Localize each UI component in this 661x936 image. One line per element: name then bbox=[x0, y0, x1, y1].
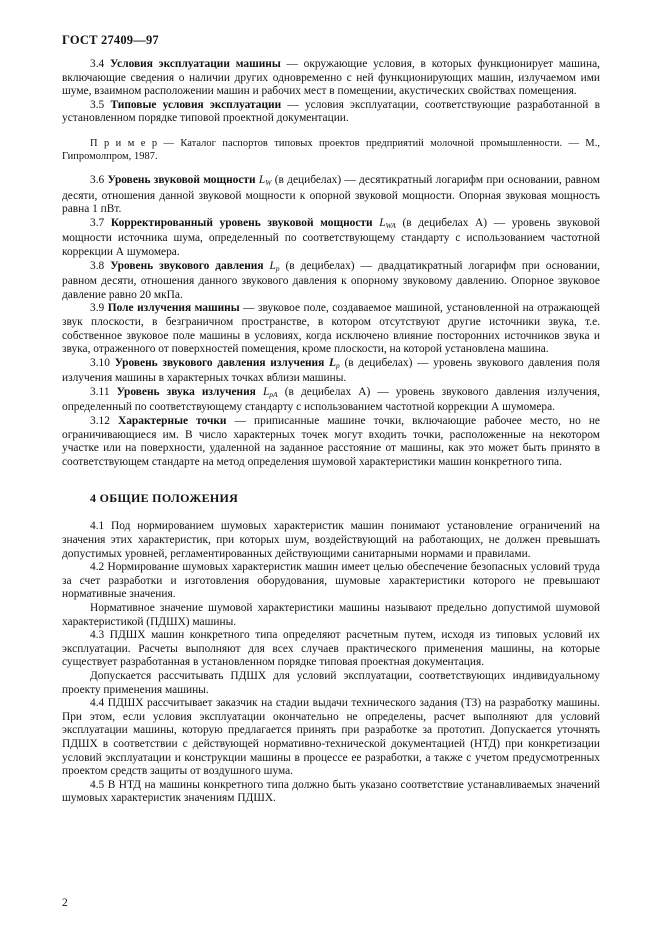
clause-number: 3.5 bbox=[90, 98, 105, 111]
clause-4-4: 4.4 ПДШХ рассчитывает заказчик на стадии выдачи технического задания (ТЗ) на разработку машины. При этом, если условия эксплуатации окончательно не определены, расчет выполняют для условий эксплуатации машины, которую предлагается принять при разработке за прототип. Допускается уточнять ПДШХ в соответствии с действующей нормативно-технической документацией (НТД) при конкретизации условий эксплуатации и конструкции машины в процессе ее разработки, а также с учетом предусмотренных проектом средств защиты от воздушного шума. bbox=[62, 697, 600, 778]
term: Характерные точки bbox=[118, 415, 227, 428]
term: Корректированный уровень звуковой мощности bbox=[110, 216, 373, 229]
clause-number: 3.8 bbox=[90, 259, 105, 272]
clause-4-2-continued: Нормативное значение шумовой характеристики машины называют предельно допустимой шумовой характеристикой (ПДШХ) машины. bbox=[62, 602, 600, 628]
clause-3-9 bbox=[62, 302, 600, 356]
symbol: L bbox=[329, 356, 337, 369]
definition: — условия эксплуатации, соответствующие разработанной в установленном порядке типовой проектной документации. bbox=[62, 98, 600, 125]
section-heading: 4 ОБЩИЕ ПОЛОЖЕНИЯ bbox=[90, 491, 239, 506]
clause-3-8 bbox=[62, 260, 600, 303]
symbol: L bbox=[269, 259, 276, 272]
clause-3-6 bbox=[62, 174, 600, 217]
clause-3-11 bbox=[62, 386, 600, 415]
symbol: L bbox=[258, 173, 266, 186]
definition: (в децибелах А) — уровень звукового давления излучения, определенный по соответствующему стандарту с использованием частотной коррекции А шумомера. bbox=[62, 385, 600, 414]
symbol-subscript: pA bbox=[269, 389, 278, 399]
clause-4-1: 4.1 Под нормированием шумовых характеристик машин понимают установление ограничений на значения этих характеристик, при которых шум, воздействующий на работающих, не должен превышать допустимых уровней, регламентированных действующими санитарными нормами и правилами. bbox=[62, 520, 600, 560]
clause-3-10 bbox=[62, 357, 600, 386]
term: Уровень звукового давления излучения bbox=[114, 356, 325, 369]
clause-3-4 bbox=[62, 58, 600, 99]
clause-4-3-continued: Допускается рассчитывать ПДШХ для условий эксплуатации, соответствующих индивидуальному проекту применения машины. bbox=[62, 669, 600, 696]
clause-4-5: 4.5 В НТД на машины конкретного типа должно быть указано соответствие устанавливаемых значений шумовых характеристик значениям ПДШХ. bbox=[62, 778, 600, 805]
example-note: П р и м е р — Каталог паспортов типовых проектов предприятий молочной промышленности. — М., Гипромолпром, 1987. bbox=[62, 137, 600, 162]
symbol-subscript: W bbox=[265, 177, 272, 187]
definition: (в децибелах А) — уровень звуковой мощности источника шума, определенный по соответствующему стандарту с использованием частотной коррекции А шумомера. bbox=[62, 216, 600, 258]
symbol: L bbox=[262, 385, 270, 398]
page-number: 2 bbox=[62, 897, 68, 909]
document-header: ГОСТ 27409—97 bbox=[62, 33, 159, 47]
term: Поле излучения машины bbox=[107, 302, 240, 315]
symbol: L bbox=[379, 216, 386, 229]
definition: — окружающие условия, в которых функционирует машина, включающие сведения о наличии других одновременно с ней функционирующих машин, излучаемом ими шуме, взаимном расположении машин и рабочих мест в помещении, акустических свойствах помещения. bbox=[62, 58, 600, 98]
document-body bbox=[62, 58, 600, 806]
clause-number: 3.11 bbox=[90, 385, 110, 398]
term: Условия эксплуатации машины bbox=[110, 58, 281, 70]
clause-number: 3.10 bbox=[90, 356, 110, 369]
definition: (в децибелах) — двадцатикратный логарифм при основании, равном десяти, отношения данного звукового давления к опорному звуковому давлению. Опорное звуковое давление равно 20 мкПа. bbox=[62, 259, 600, 301]
clause-3-5 bbox=[62, 99, 600, 126]
term: Уровень звукового давления bbox=[110, 259, 264, 272]
clause-3-7 bbox=[62, 217, 600, 260]
definition: — приписанные машине точки, включающие рабочее место, но не ограничивающиеся им. В число характерных точек могут входить точки, расположенные на некотором участке или на поверхности, удаленной на заданное расстояние от машины, как это может быть принято в соответствующем стандарте на метод определения шумовой характеристики машин конкретного типа. bbox=[62, 415, 600, 468]
symbol-subscript: p bbox=[275, 263, 280, 273]
clause-3-12 bbox=[62, 415, 600, 469]
symbol-subscript: p bbox=[336, 360, 340, 370]
clause-4-3: 4.3 ПДШХ машин конкретного типа определяют расчетным путем, исходя из типовых условий их эксплуатации. Расчеты выполняют для всех случаев практического применения машины, на которые существует разработанная в установленном порядке типовая проектная документация. bbox=[62, 629, 600, 669]
clause-number: 3.6 bbox=[90, 173, 105, 186]
definition: (в децибелах) — десятикратный логарифм при основании, равном десяти, отношения данной звуковой мощности к опорной звуковой мощности. Опорная звуковая мощность равна 1 пВт. bbox=[62, 173, 600, 216]
clause-4-2: 4.2 Нормирование шумовых характеристик машин имеет целью обеспечение безопасных условий труда за счет разработки и изготовления оборудования, шумовые характеристики которого не превышают нормативные значения. bbox=[62, 561, 600, 601]
term: Уровень звуковой мощности bbox=[107, 173, 256, 186]
clause-number: 3.12 bbox=[90, 415, 110, 428]
clause-number: 3.4 bbox=[90, 58, 105, 70]
term: Типовые условия эксплуатации bbox=[110, 98, 282, 111]
clause-number: 3.9 bbox=[90, 302, 105, 315]
definition: (в децибелах) — уровень звукового давления поля излучения машины в характерных точках вблизи машины. bbox=[62, 356, 600, 385]
symbol-subscript: WA bbox=[385, 220, 396, 230]
definition: — звуковое поле, создаваемое машиной, установленной на отражающей звук плоскости, в безграничном пространстве, в котором отсутствуют другие источники звука, т.е. собственное звуковое поле машины в условиях, когда исключено влияние посторонних источников звука и звука, отраженного от поверхностей помещения, кроме плоскости, на которой установлена машина. bbox=[62, 302, 601, 356]
clause-number: 3.7 bbox=[90, 216, 105, 229]
term: Уровень звука излучения bbox=[116, 385, 256, 398]
